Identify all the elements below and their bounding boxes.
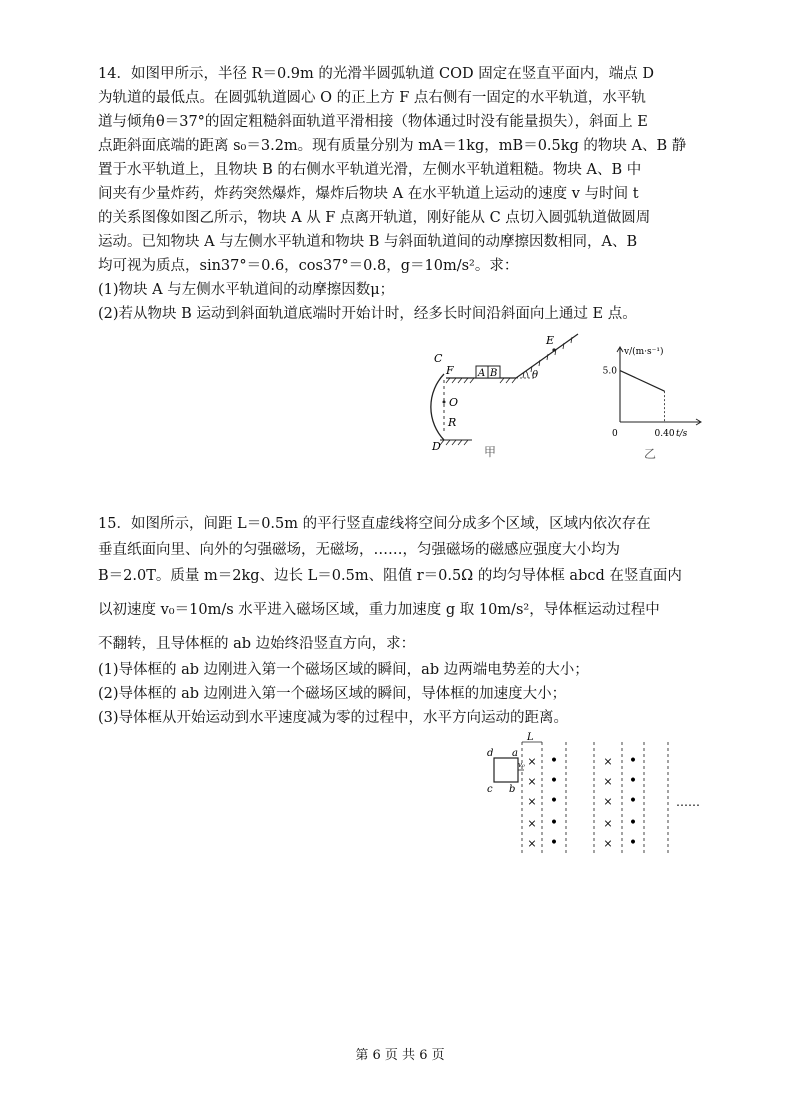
center-point xyxy=(443,401,446,404)
q15-subquestion-1: (1)导体框的 ab 边刚进入第一个磁场区域的瞬间，ab 边两端电势差的大小； xyxy=(98,662,589,678)
field-in-symbol: × xyxy=(603,837,613,850)
label-o: O xyxy=(449,396,459,409)
origin-label: 0 xyxy=(612,429,618,439)
y-axis-label: v/(m·s⁻¹) xyxy=(624,347,664,357)
q14-line: 置于水平轨道上，且物块 B 的右侧水平轨道光滑，左侧水平轨道粗糙。物块 A、B 中 xyxy=(98,162,642,178)
figure-yi-chart xyxy=(600,340,710,465)
field-out-symbol: • xyxy=(628,773,638,789)
label-r: R xyxy=(448,416,457,429)
field-in-symbol: × xyxy=(603,755,613,768)
label-v0: v₀ xyxy=(518,761,525,769)
field-in-symbol: × xyxy=(527,817,537,830)
field-out-symbol: • xyxy=(628,793,638,809)
q15-line: 15．如图所示，间距 L＝0.5m 的平行竖直虚线将空间分成多个区域，区域内依次存在 xyxy=(98,516,651,532)
page-footer: 第 6 页 共 6 页 xyxy=(355,1048,445,1063)
y-tick-label: 5.0 xyxy=(602,366,617,377)
q15-subquestion-3: (3)导体框从开始运动到水平速度减为零的过程中，水平方向运动的距离。 xyxy=(98,710,569,726)
label-c: C xyxy=(434,352,443,365)
label-theta: θ xyxy=(532,370,539,381)
field-in-symbol: × xyxy=(527,795,537,808)
q15-subquestion-2: (2)导体框的 ab 边刚进入第一个磁场区域的瞬间，导体框的加速度大小； xyxy=(98,686,567,702)
label-a: a xyxy=(512,748,518,759)
q14-line: 道与倾角θ＝37°的固定粗糙斜面轨道平滑相接（物体通过时没有能量损失），斜面上 E xyxy=(98,114,648,130)
field-in-symbol: × xyxy=(603,775,613,788)
field-out-symbol: • xyxy=(549,835,559,851)
field-out-symbol: • xyxy=(628,815,638,831)
q14-subquestion-2: (2)若从物块 B 运动到斜面轨道底端时开始计时，经多长时间沿斜面向上通过 E 点。 xyxy=(98,306,637,322)
label-c: c xyxy=(487,784,493,795)
field-in-symbol: × xyxy=(527,775,537,788)
q14-line: 14．如图甲所示，半径 R＝0.9m 的光滑半圆弧轨道 COD 固定在竖直平面内，端点 D xyxy=(98,66,654,82)
label-b: B xyxy=(490,368,498,379)
continuation-ellipsis: …… xyxy=(676,795,700,809)
field-out-symbol: • xyxy=(549,793,559,809)
q15-line: 不翻转，且导体框的 ab 边始终沿竖直方向，求： xyxy=(98,636,416,652)
frame-abcd xyxy=(494,758,518,782)
q15-line: B＝2.0T。质量 m＝2kg、边长 L＝0.5m、阻值 r＝0.5Ω 的均匀导体框 abcd 在竖直面内 xyxy=(98,568,682,584)
field-in-symbol: × xyxy=(527,755,537,768)
q14-line: 的关系图像如图乙所示，物块 A 从 F 点离开轨道，刚好能从 C 点切入圆弧轨道做圆周 xyxy=(98,210,651,226)
label-f: F xyxy=(446,364,454,377)
figure-q15 xyxy=(482,732,714,860)
field-out-symbol: • xyxy=(549,815,559,831)
field-in-symbol: × xyxy=(603,817,613,830)
q15-line: 以初速度 v₀＝10m/s 水平进入磁场区域，重力加速度 g 取 10m/s²，导体框运动过程中 xyxy=(98,602,660,618)
x-axis-label: t/s xyxy=(676,429,688,439)
field-in-symbol: × xyxy=(527,837,537,850)
field-out-symbol: • xyxy=(549,753,559,769)
caption-jia: 甲 xyxy=(484,445,497,459)
x-tick-label: 0.40 xyxy=(654,429,675,439)
caption-yi: 乙 xyxy=(644,447,657,461)
field-out-symbol: • xyxy=(549,773,559,789)
q15-text xyxy=(98,512,708,730)
velocity-line xyxy=(620,371,665,392)
q14-line: 均可视为质点，sin37°＝0.6，cos37°＝0.8，g＝10m/s²。求： xyxy=(98,258,519,274)
q14-line: 运动。已知物块 A 与左侧水平轨道和物块 B 与斜面轨道间的动摩擦因数相同，A、B xyxy=(98,234,638,250)
point-e xyxy=(552,348,555,351)
label-d: D xyxy=(432,440,441,453)
q14-line: 点距斜面底端的距离 s₀＝3.2m。现有质量分别为 mA＝1kg，mB＝0.5kg 的物块 A、B 静 xyxy=(98,138,687,154)
label-e: E xyxy=(546,334,555,347)
q15-line: 垂直纸面向里、向外的匀强磁场，无磁场，……，匀强磁场的磁感应强度大小均为 xyxy=(98,542,620,558)
field-in-symbol: × xyxy=(603,795,613,808)
q14-text xyxy=(98,62,708,326)
label-d: d xyxy=(487,748,494,759)
field-out-symbol: • xyxy=(628,753,638,769)
figure-jia xyxy=(380,322,595,462)
semicircle-track xyxy=(431,374,444,440)
q14-line: 为轨道的最低点。在圆弧轨道圆心 O 的正上方 F 点右侧有一固定的水平轨道，水平轨 xyxy=(98,90,646,106)
label-l: L xyxy=(527,732,534,743)
label-b: b xyxy=(509,784,516,795)
q14-line: 间夹有少量炸药，炸药突然爆炸，爆炸后物块 A 在水平轨道上运动的速度 v 与时间 t xyxy=(98,186,639,202)
field-out-symbol: • xyxy=(628,835,638,851)
q14-subquestion-1: (1)物块 A 与左侧水平轨道间的动摩擦因数μ； xyxy=(98,282,395,298)
label-a: A xyxy=(478,368,486,379)
